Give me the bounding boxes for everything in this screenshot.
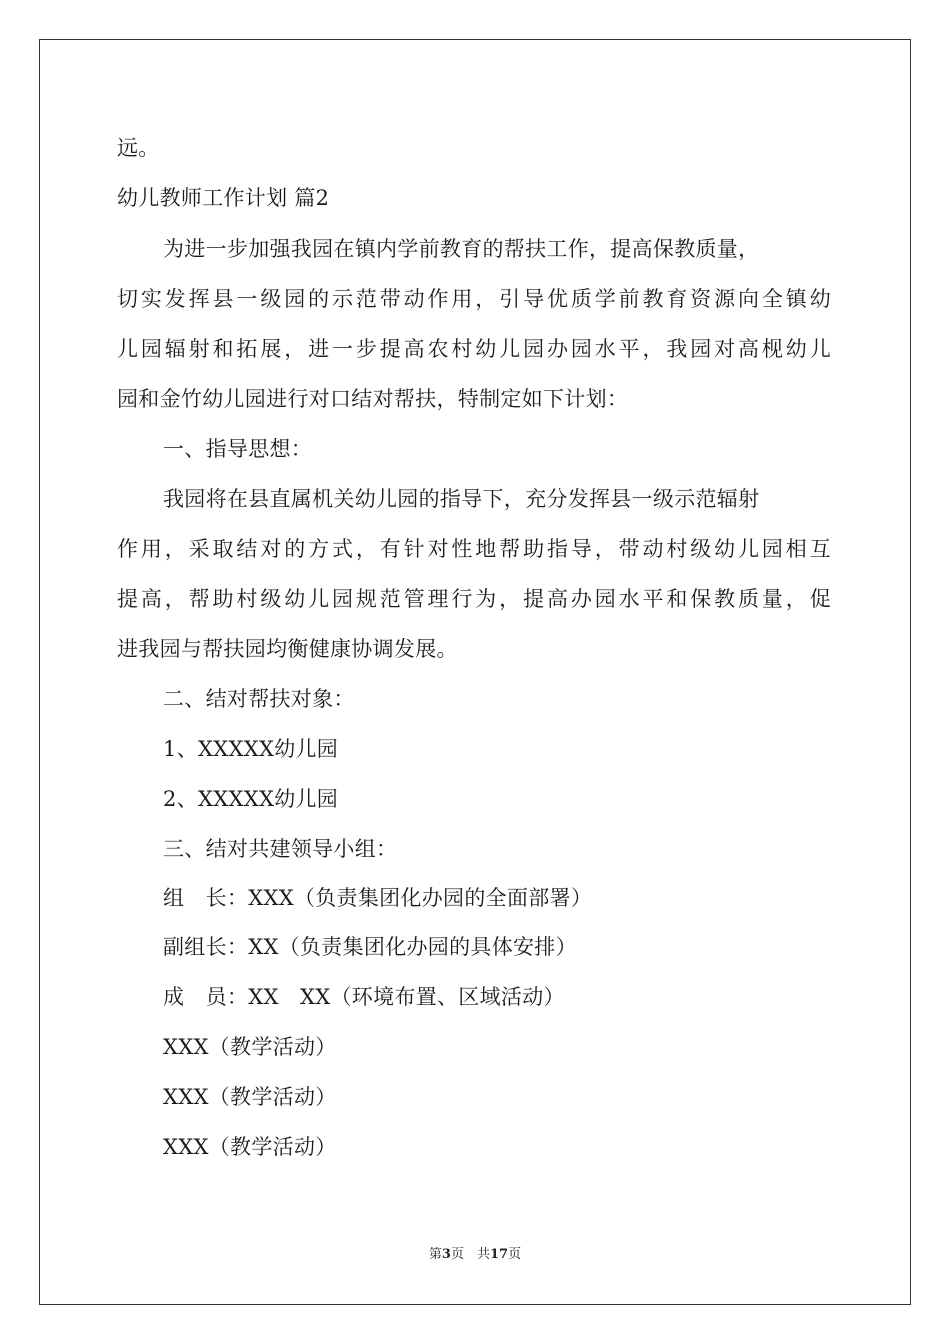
subheading: 三、结对共建领导小组： <box>163 837 398 861</box>
list-item: XXX（教学活动） <box>163 1035 337 1059</box>
page-footer <box>0 1245 950 1265</box>
page-frame <box>39 39 911 1305</box>
list-item: 2、XXXXX幼儿园 <box>163 787 339 811</box>
paragraph-line: 作用，采取结对的方式，有针对性地帮助指导，带动村级幼儿园相互 <box>117 537 831 561</box>
paragraph-line: 园和金竹幼儿园进行对口结对帮扶，特制定如下计划： <box>117 387 629 411</box>
list-item: 1、XXXXX幼儿园 <box>163 737 339 761</box>
list-item: 副组长：XX（负责集团化办园的具体安排） <box>163 935 577 959</box>
paragraph-line: 提高，帮助村级幼儿园规范管理行为，提高办园水平和保教质量，促 <box>117 587 831 611</box>
section-heading: 幼儿教师工作计划 篇2 <box>117 186 330 210</box>
footer-total-pages: 17 <box>489 1247 509 1262</box>
footer-current-page: 3 <box>441 1247 451 1262</box>
subheading: 二、结对帮扶对象： <box>163 687 355 711</box>
list-item: 组 长：XXX（负责集团化办园的全面部署） <box>163 886 593 910</box>
footer-middle: 页 共 <box>450 1247 490 1262</box>
footer-suffix: 页 <box>508 1247 522 1262</box>
footer-prefix: 第 <box>428 1247 442 1262</box>
list-item: XXX（教学活动） <box>163 1085 337 1109</box>
list-item: XXX（教学活动） <box>163 1135 337 1159</box>
paragraph-line: 我园将在县直属机关幼儿园的指导下，充分发挥县一级示范辐射 <box>163 487 760 511</box>
list-item: 成 员：XX XX（环境布置、区域活动） <box>163 985 565 1009</box>
subheading: 一、指导思想： <box>163 437 313 461</box>
text-line: 远。 <box>117 136 160 160</box>
paragraph-line: 进我园与帮扶园均衡健康协调发展。 <box>117 637 458 661</box>
paragraph-line: 为进一步加强我园在镇内学前教育的帮扶工作，提高保教质量， <box>163 237 760 261</box>
paragraph-line: 切实发挥县一级园的示范带动作用，引导优质学前教育资源向全镇幼 <box>117 287 831 311</box>
paragraph-line: 儿园辐射和拓展，进一步提高农村幼儿园办园水平，我园对高枧幼儿 <box>117 337 831 361</box>
